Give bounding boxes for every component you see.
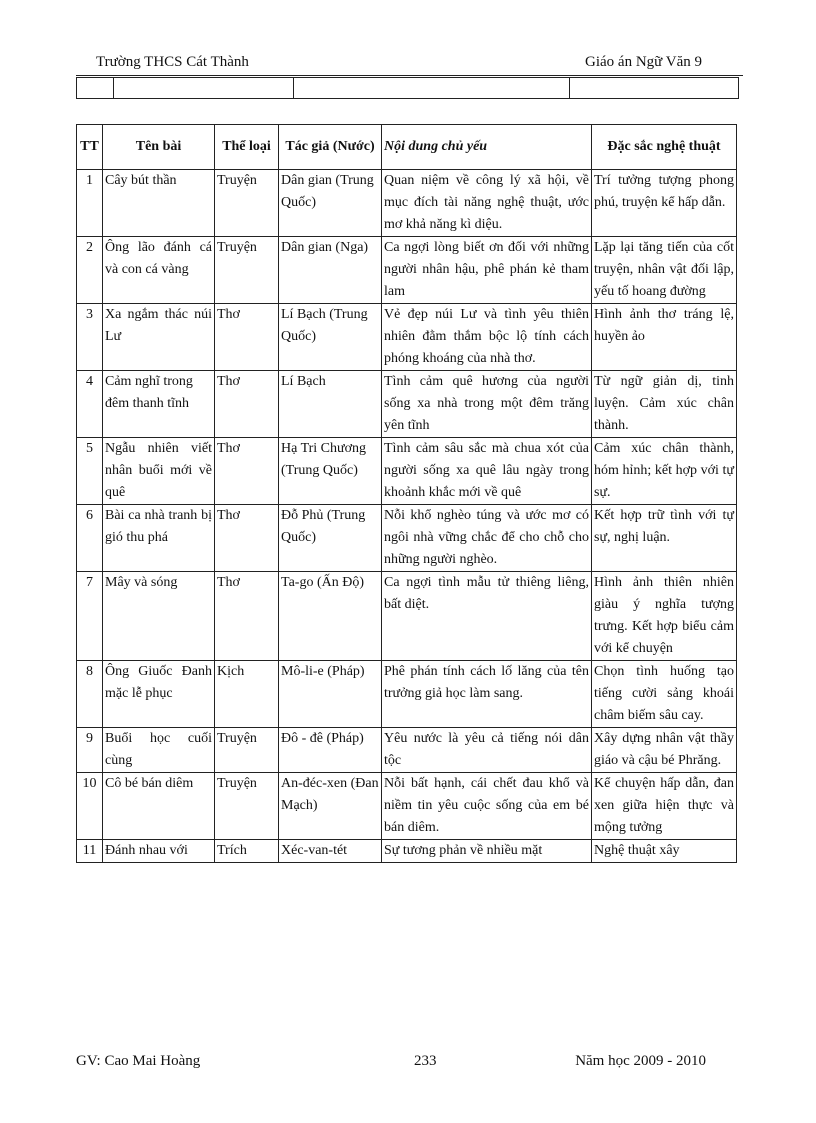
cell-tt: 1 bbox=[77, 170, 103, 237]
page-footer bbox=[76, 1053, 740, 1073]
cell-author: Mô-li-e (Pháp) bbox=[279, 661, 382, 728]
table-row bbox=[77, 237, 737, 304]
cell-art: Trí tưởng tượng phong phú, truyện kể hấp dẫn. bbox=[592, 170, 737, 237]
cell-tt: 2 bbox=[77, 237, 103, 304]
cell-content: Phê phán tính cách lố lăng của tên trưởng giả học làm sang. bbox=[382, 661, 592, 728]
cell-content: Tình cảm quê hương của người sống xa nhà trong một đêm trăng yên tĩnh bbox=[382, 371, 592, 438]
cell-title: Ngẫu nhiên viết nhân buổi mới về quê bbox=[103, 438, 215, 505]
cell-content: Ca ngợi tình mẫu tử thiêng liêng, bất diệt. bbox=[382, 572, 592, 661]
cell-genre: Truyện bbox=[215, 237, 279, 304]
school-year: Năm học 2009 - 2010 bbox=[575, 1053, 706, 1069]
table-row bbox=[77, 505, 737, 572]
cell-tt: 6 bbox=[77, 505, 103, 572]
cell-author: Lí Bạch (Trung Quốc) bbox=[279, 304, 382, 371]
table-row bbox=[77, 661, 737, 728]
teacher-name: GV: Cao Mai Hoàng bbox=[76, 1053, 201, 1069]
cell-genre: Kịch bbox=[215, 661, 279, 728]
table-header-row bbox=[77, 125, 737, 170]
cell-art: Cảm xúc chân thành, hóm hỉnh; kết hợp với tự sự. bbox=[592, 438, 737, 505]
cell-content: Sự tương phản về nhiều mặt bbox=[382, 840, 592, 863]
cell-author: Xéc-van-tét bbox=[279, 840, 382, 863]
cell-author: Dân gian (Trung Quốc) bbox=[279, 170, 382, 237]
header-art: Đặc sắc nghệ thuật bbox=[592, 125, 737, 170]
table-row bbox=[77, 773, 737, 840]
table-row bbox=[77, 728, 737, 773]
header-rule bbox=[76, 75, 743, 76]
carryover-table-strip bbox=[76, 77, 739, 99]
cell-tt: 10 bbox=[77, 773, 103, 840]
cell-art: Kể chuyện hấp dẫn, đan xen giữa hiện thực và mộng tưởng bbox=[592, 773, 737, 840]
cell-content: Tình cảm sâu sắc mà chua xót của người sống xa quê lâu ngày trong khoảnh khắc mới về quê bbox=[382, 438, 592, 505]
cell-art: Lặp lại tăng tiến của cốt truyện, nhân vật đối lập, yếu tố hoang đường bbox=[592, 237, 737, 304]
table-row bbox=[77, 170, 737, 237]
literature-summary-table bbox=[76, 124, 737, 863]
cell-title: Cây bút thần bbox=[103, 170, 215, 237]
header-tt: TT bbox=[77, 125, 103, 170]
page-header bbox=[76, 54, 740, 74]
header-title: Tên bài bbox=[103, 125, 215, 170]
table-row bbox=[77, 438, 737, 505]
table-row bbox=[77, 371, 737, 438]
cell-content: Nỗi bất hạnh, cái chết đau khổ và niềm tin yêu cuộc sống của em bé bán diêm. bbox=[382, 773, 592, 840]
strip-divider bbox=[293, 78, 294, 98]
cell-author: Đô - đê (Pháp) bbox=[279, 728, 382, 773]
cell-content: Nỗi khổ nghèo túng và ước mơ có ngôi nhà vững chắc để cho chỗ cho những người nghèo. bbox=[382, 505, 592, 572]
cell-author: An-đéc-xen (Đan Mạch) bbox=[279, 773, 382, 840]
cell-content: Yêu nước là yêu cả tiếng nói dân tộc bbox=[382, 728, 592, 773]
cell-title: Đánh nhau với bbox=[103, 840, 215, 863]
cell-genre: Truyện bbox=[215, 773, 279, 840]
cell-author: Ta-go (Ấn Độ) bbox=[279, 572, 382, 661]
cell-genre: Thơ bbox=[215, 371, 279, 438]
cell-content: Quan niệm về công lý xã hội, về mục đích tài năng nghệ thuật, ước mơ khả năng kì diệu. bbox=[382, 170, 592, 237]
cell-genre: Truyện bbox=[215, 170, 279, 237]
cell-tt: 5 bbox=[77, 438, 103, 505]
cell-tt: 8 bbox=[77, 661, 103, 728]
cell-art: Nghệ thuật xây bbox=[592, 840, 737, 863]
header-author: Tác giả (Nước) bbox=[279, 125, 382, 170]
cell-title: Bài ca nhà tranh bị gió thu phá bbox=[103, 505, 215, 572]
cell-author: Hạ Tri Chương (Trung Quốc) bbox=[279, 438, 382, 505]
cell-author: Đỗ Phủ (Trung Quốc) bbox=[279, 505, 382, 572]
cell-art: Từ ngữ giản dị, tinh luyện. Cảm xúc chân thành. bbox=[592, 371, 737, 438]
header-content: Nội dung chủ yếu bbox=[382, 125, 592, 170]
cell-genre: Thơ bbox=[215, 304, 279, 371]
cell-genre: Truyện bbox=[215, 728, 279, 773]
cell-genre: Thơ bbox=[215, 438, 279, 505]
cell-title: Cảm nghĩ trong đêm thanh tĩnh bbox=[103, 371, 215, 438]
cell-title: Ông lão đánh cá và con cá vàng bbox=[103, 237, 215, 304]
cell-title: Xa ngắm thác núi Lư bbox=[103, 304, 215, 371]
cell-tt: 11 bbox=[77, 840, 103, 863]
subject-title: Giáo án Ngữ Văn 9 bbox=[585, 54, 702, 70]
cell-title: Ông Giuốc Đanh mặc lễ phục bbox=[103, 661, 215, 728]
cell-author: Dân gian (Nga) bbox=[279, 237, 382, 304]
cell-title: Mây và sóng bbox=[103, 572, 215, 661]
cell-tt: 4 bbox=[77, 371, 103, 438]
cell-tt: 3 bbox=[77, 304, 103, 371]
cell-title: Cô bé bán diêm bbox=[103, 773, 215, 840]
cell-genre: Thơ bbox=[215, 505, 279, 572]
cell-tt: 9 bbox=[77, 728, 103, 773]
table-row bbox=[77, 304, 737, 371]
strip-divider bbox=[113, 78, 114, 98]
cell-art: Hình ảnh thơ tráng lệ, huyền ảo bbox=[592, 304, 737, 371]
cell-content: Vẻ đẹp núi Lư và tình yêu thiên nhiên đằm thắm bộc lộ tính cách phóng khoáng của nhà thơ. bbox=[382, 304, 592, 371]
cell-art: Chọn tình huống tạo tiếng cười sảng khoái châm biếm sâu cay. bbox=[592, 661, 737, 728]
page-number: 233 bbox=[414, 1053, 437, 1069]
cell-art: Xây dựng nhân vật thầy giáo và cậu bé Phrăng. bbox=[592, 728, 737, 773]
cell-title: Buổi học cuối cùng bbox=[103, 728, 215, 773]
table-row bbox=[77, 572, 737, 661]
strip-divider bbox=[569, 78, 570, 98]
cell-content: Ca ngợi lòng biết ơn đối với những người nhân hậu, phê phán kẻ tham lam bbox=[382, 237, 592, 304]
table-row bbox=[77, 840, 737, 863]
cell-author: Lí Bạch bbox=[279, 371, 382, 438]
header-genre: Thể loại bbox=[215, 125, 279, 170]
cell-art: Hình ảnh thiên nhiên giàu ý nghĩa tượng trưng. Kết hợp biểu cảm với kể chuyện bbox=[592, 572, 737, 661]
cell-genre: Trích bbox=[215, 840, 279, 863]
cell-tt: 7 bbox=[77, 572, 103, 661]
cell-art: Kết hợp trữ tình với tự sự, nghị luận. bbox=[592, 505, 737, 572]
school-name: Trường THCS Cát Thành bbox=[96, 54, 249, 70]
cell-genre: Thơ bbox=[215, 572, 279, 661]
